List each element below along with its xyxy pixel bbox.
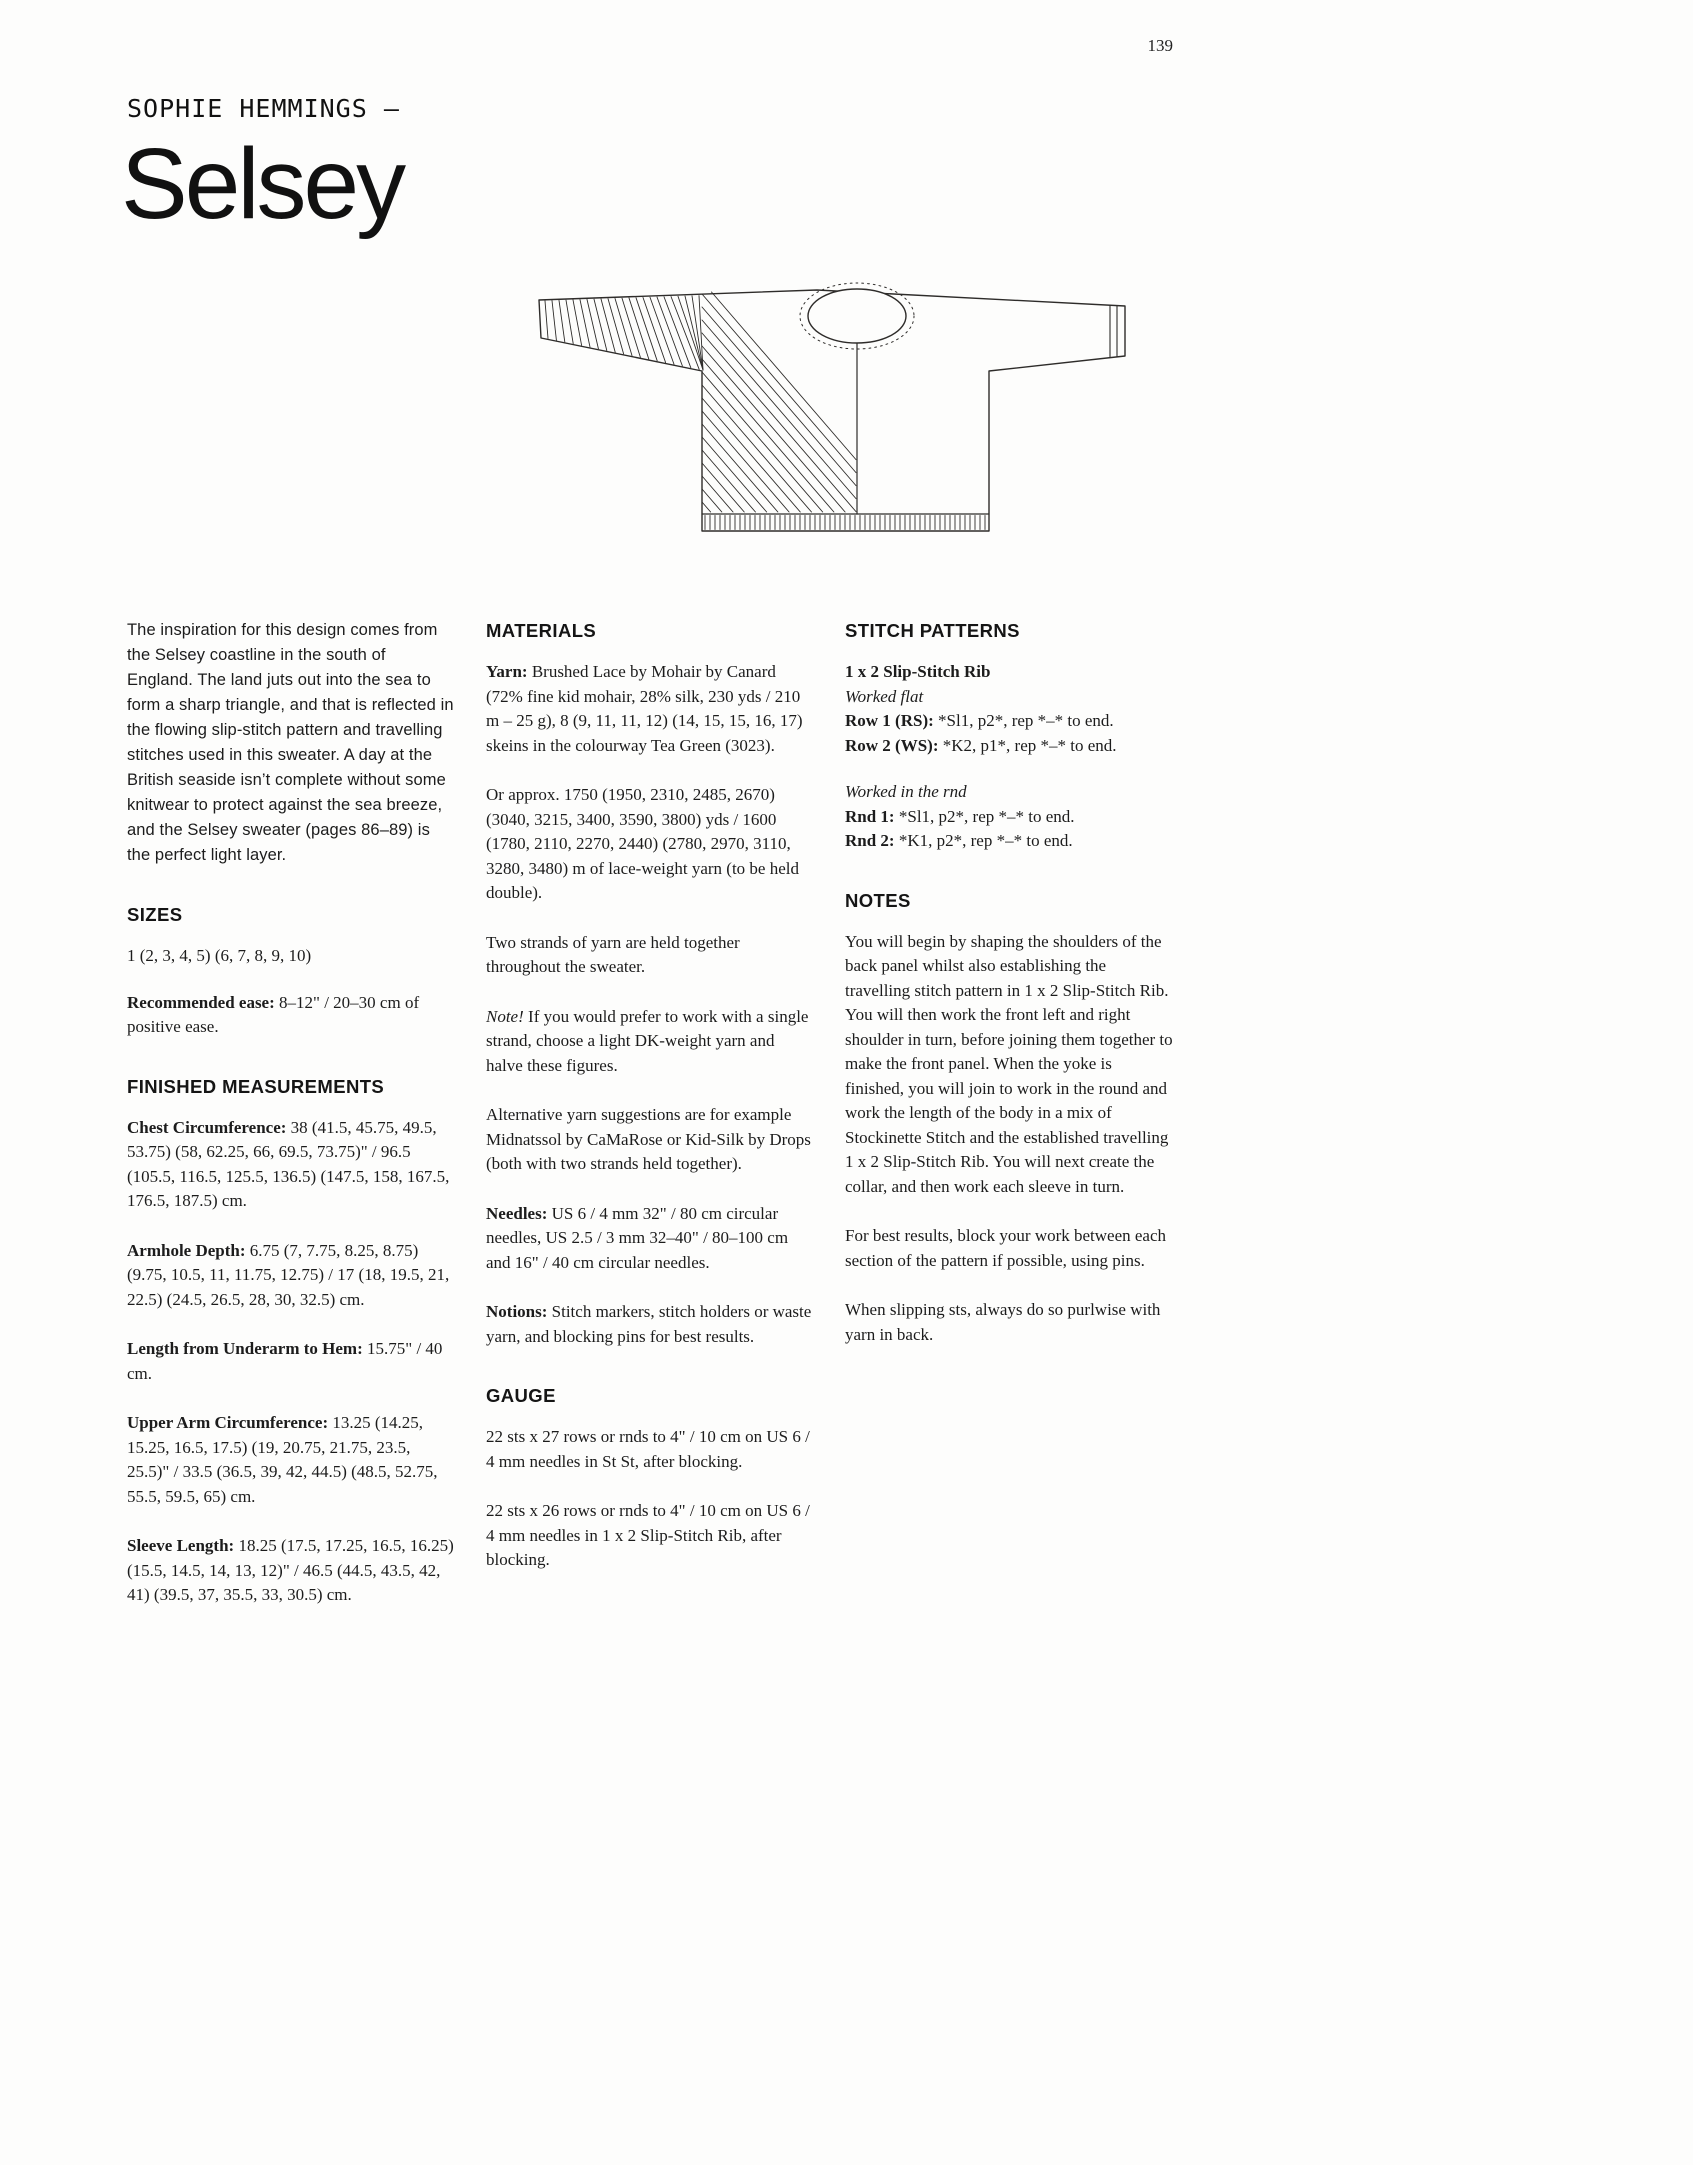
gauge-heading: GAUGE bbox=[486, 1385, 556, 1406]
sweater-illustration bbox=[527, 276, 1139, 576]
rnd-1: Rnd 1: *Sl1, p2*, rep *–* to end. bbox=[845, 806, 1075, 826]
designer-name: SOPHIE HEMMINGS — bbox=[127, 94, 400, 123]
materials-yardage: Or approx. 1750 (1950, 2310, 2485, 2670) (3040, 3215, 3400, 3590, 3800) yds / 1600 (1780, 2110, 2270, 2440) (2780, 2970, 3110, 3280, 3480) m of lace-weight yarn (to be held double). bbox=[486, 785, 799, 902]
worked-flat-label: Worked flat bbox=[845, 686, 924, 706]
materials-note: Note! If you would prefer to work with a single strand, choose a light DK-weight yarn and halve these figures. bbox=[486, 1006, 809, 1075]
content-columns bbox=[127, 618, 1175, 1633]
sizes-heading: SIZES bbox=[127, 904, 183, 925]
hem-ribbing-ticks bbox=[705, 516, 985, 530]
collar bbox=[808, 289, 906, 343]
measurement-length: Length from Underarm to Hem: 15.75" / 40 cm. bbox=[127, 1339, 443, 1383]
column-middle bbox=[486, 618, 815, 1633]
materials-needles: Needles: US 6 / 4 mm 32" / 80 cm circular needles, US 2.5 / 3 mm 32–40" / 80–100 cm and 16" / 40 cm circular needles. bbox=[486, 1203, 789, 1272]
ease-text: 8–12" / 20–30 cm of positive ease. bbox=[127, 992, 420, 1036]
stitch-pattern-name: 1 x 2 Slip-Stitch Rib bbox=[845, 662, 991, 681]
page-number: 139 bbox=[1147, 36, 1173, 55]
notes-slipping: When slipping sts, always do so purlwise with yarn in back. bbox=[845, 1300, 1161, 1344]
notes-heading: NOTES bbox=[845, 889, 911, 911]
gauge-st-st: 22 sts x 27 rows or rnds to 4" / 10 cm on US 6 / 4 mm needles in St St, after blocking. bbox=[486, 1427, 810, 1471]
measurement-armhole: Armhole Depth: 6.75 (7, 7.75, 8.25, 8.75) (9.75, 10.5, 11, 11.75, 12.75) / 17 (18, 19.5, 21, 22.5) (24.5, 26.5, 28, 30, 32.5) cm. bbox=[127, 1240, 450, 1309]
stitch-patterns-heading: STITCH PATTERNS bbox=[845, 620, 1020, 641]
page-title: Selsey bbox=[121, 128, 404, 240]
sizes-value: 1 (2, 3, 4, 5) (6, 7, 8, 9, 10) bbox=[127, 946, 312, 965]
materials-notions: Notions: Stitch markers, stitch holders or waste yarn, and blocking pins for best results. bbox=[486, 1302, 812, 1346]
materials-two-strands: Two strands of yarn are held together throughout the sweater. bbox=[486, 932, 740, 976]
row-1: Row 1 (RS): *Sl1, p2*, rep *–* to end. bbox=[845, 711, 1114, 730]
gauge-slip-stitch-rib: 22 sts x 26 rows or rnds to 4" / 10 cm on US 6 / 4 mm needles in 1 x 2 Slip-Stitch Rib, after blocking. bbox=[486, 1501, 810, 1569]
materials-alternative-yarn: Alternative yarn suggestions are for example Midnatssol by CaMaRose or Kid-Silk by Drops (both with two strands held together). bbox=[486, 1105, 811, 1173]
notes-blocking: For best results, block your work between each section of the pattern if possible, using pins. bbox=[845, 1226, 1167, 1270]
right-cuff-lines bbox=[1110, 306, 1117, 358]
sweater-illustration-wrap bbox=[527, 276, 1139, 576]
row-2: Row 2 (WS): *K2, p1*, rep *–* to end. bbox=[845, 735, 1117, 755]
notes-construction: You will begin by shaping the shoulders of the back panel whilst also establishing the travelling stitch pattern in 1 x 2 Slip-Stitch Rib. You will then work the front left and right shoulder in turn, before joining them together to make the front panel. When the yoke is finished, you will join to work in the round and work the length of the body in a mix of Stockinette Stitch and the established travelling 1 x 2 Slip-Stitch Rib. You will next create the collar, and then work each sleeve in turn. bbox=[845, 931, 1173, 1196]
worked-in-rnd-label: Worked in the rnd bbox=[845, 782, 967, 801]
recommended-ease bbox=[127, 991, 456, 1040]
stitch-pattern-round bbox=[845, 780, 1174, 854]
ease-label: Recommended ease: bbox=[127, 992, 275, 1012]
column-left bbox=[127, 618, 456, 1633]
measurement-chest: Chest Circumference: 38 (41.5, 45.75, 49.5, 53.75) (58, 62.25, 66, 69.5, 73.75)" / 96.5 (105.5, 116.5, 125.5, 136.5) (147.5, 158, 167.5, 176.5, 187.5) cm. bbox=[127, 1117, 450, 1210]
materials-yarn: Yarn: Brushed Lace by Mohair by Canard (72% fine kid mohair, 28% silk, 230 yds / 210 m – 25 g), 8 (9, 11, 11, 12) (14, 15, 15, 16, 17) skeins in the colourway Tea Green (3023). bbox=[486, 662, 803, 755]
finished-measurements-heading: FINISHED MEASUREMENTS bbox=[127, 1075, 385, 1097]
stitch-pattern-flat bbox=[845, 660, 1174, 758]
column-right bbox=[845, 618, 1174, 1633]
rnd-2: Rnd 2: *K1, p2*, rep *–* to end. bbox=[845, 831, 1073, 850]
measurement-upper-arm: Upper Arm Circumference: 13.25 (14.25, 15.25, 16.5, 17.5) (19, 20.75, 21.75, 23.5, 25.5)" / 33.5 (36.5, 39, 42, 44.5) (48.5, 52.75, 55.5, 59.5, 65) cm. bbox=[127, 1413, 438, 1506]
measurement-sleeve-length: Sleeve Length: 18.25 (17.5, 17.25, 16.5, 16.25) (15.5, 14.5, 14, 13, 12)" / 46.5 (44.5, 43.5, 42, 41) (39.5, 37, 35.5, 33, 30.5) cm. bbox=[127, 1536, 454, 1604]
materials-heading: MATERIALS bbox=[486, 620, 597, 641]
intro-paragraph: The inspiration for this design comes from the Selsey coastline in the south of England. The land juts out into the sea to form a sharp triangle, and that is reflected in the flowing slip-stitch pattern and travelling stitches used in this sweater. A day at the British seaside isn’t complete without some knitwear to protect against the sea breeze, and the Selsey sweater (pages 86–89) is the perfect light layer. bbox=[127, 621, 454, 864]
slip-stitch-pattern-lines bbox=[545, 292, 856, 512]
